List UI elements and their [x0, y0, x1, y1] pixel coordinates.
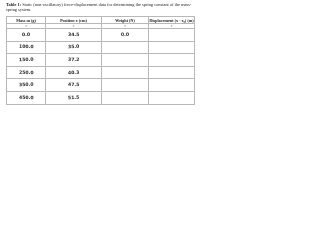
position-value: 40.3: [67, 70, 80, 76]
header-displacement: Displacement (x - x₀) (m): [149, 17, 194, 23]
weight-cell[interactable]: [102, 29, 149, 42]
table-row: [7, 66, 195, 79]
mass-value: 350.0: [18, 82, 34, 89]
position-cell[interactable]: [46, 79, 102, 92]
mass-value: 450.0: [18, 95, 34, 101]
displacement-cell[interactable]: [149, 54, 195, 67]
caption-label: Table 1:: [6, 2, 22, 7]
mass-value: 0.0: [21, 32, 31, 38]
mass-cell[interactable]: [7, 91, 46, 104]
position-cell[interactable]: [46, 54, 102, 67]
weight-value: 0.0: [120, 32, 130, 38]
table-row: [7, 79, 195, 92]
mass-value: 250.0: [18, 70, 34, 76]
table-row: [7, 91, 195, 104]
position-value: 37.2: [67, 57, 80, 64]
uncertainty-weight: ±: [102, 24, 149, 29]
displacement-cell[interactable]: [149, 29, 195, 42]
weight-cell[interactable]: [102, 54, 149, 67]
position-value: 34.5: [67, 32, 80, 38]
header-row: [7, 17, 195, 24]
table-row: [7, 29, 195, 42]
position-cell[interactable]: [46, 91, 102, 104]
position-cell[interactable]: [46, 66, 102, 79]
header-mass: Mass m (g): [7, 17, 46, 24]
mass-value: 150.0: [18, 57, 34, 64]
data-table: [6, 16, 195, 105]
displacement-cell[interactable]: [149, 41, 195, 54]
position-cell[interactable]: [46, 29, 102, 42]
uncertainty-position: ±: [46, 24, 102, 29]
table-row: [7, 54, 195, 67]
position-cell[interactable]: [46, 41, 102, 54]
weight-cell[interactable]: [102, 41, 149, 54]
weight-cell[interactable]: [102, 91, 149, 104]
mass-cell[interactable]: [7, 79, 46, 92]
uncertainty-displacement: ±: [149, 24, 195, 29]
displacement-cell[interactable]: [149, 91, 195, 104]
table-row: [7, 41, 195, 54]
position-value: 35.0: [67, 45, 80, 51]
position-value: 51.5: [67, 95, 80, 101]
position-value: 47.5: [67, 83, 80, 89]
caption-text: Static (non-oscillatory) force-displacement data for determining the spring constant of the mass-spring system.: [6, 2, 192, 13]
header-weight: Weight (N): [102, 17, 149, 24]
displacement-cell[interactable]: [149, 66, 195, 79]
mass-cell[interactable]: [7, 66, 46, 79]
uncertainty-mass: ±: [7, 24, 46, 29]
weight-cell[interactable]: [102, 66, 149, 79]
header-position: Position x (cm): [46, 17, 102, 24]
displacement-cell[interactable]: [149, 79, 195, 92]
mass-cell[interactable]: [7, 29, 46, 42]
mass-cell[interactable]: [7, 41, 46, 54]
mass-cell[interactable]: [7, 54, 46, 67]
table-caption: [6, 2, 194, 13]
mass-value: 100.0: [18, 45, 34, 51]
weight-cell[interactable]: [102, 79, 149, 92]
